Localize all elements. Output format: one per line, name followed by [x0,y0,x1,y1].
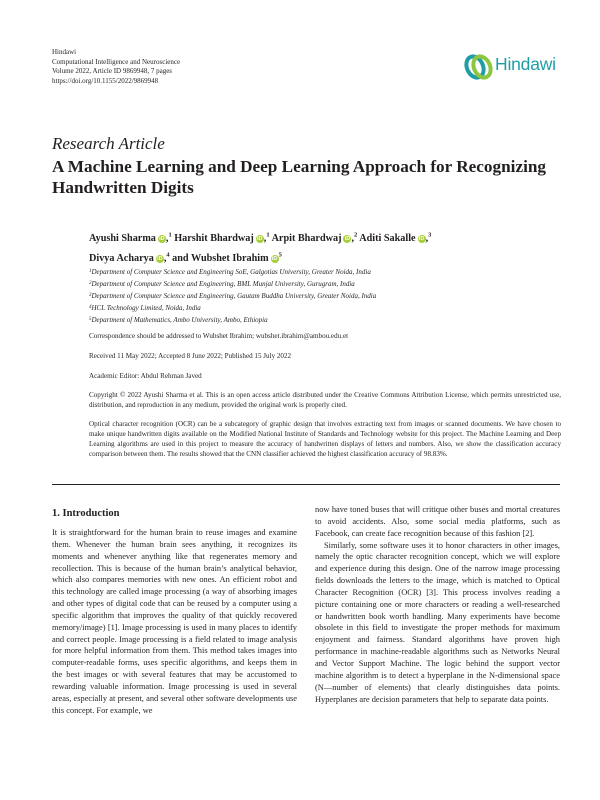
author[interactable]: Aditi Sakalle iD,$^3$ [359,232,432,245]
orcid-icon[interactable]: iD [344,236,351,243]
section-heading: 1. Introduction [52,508,120,519]
abstract: Optical character recognition (OCR) can be a subcategory of graphic design that involves extracting text from images or scanned documents. We have chosen to make unique handwritten digits available on the Modified National Institute of Standards and Technology website for this project. The Machine Learning and Deep Learning algorithms are used in this project to measure the accuracy of handwritten displays of letters and numbers. Also, we show the classification accuracy comparison between them. The results showed that the CNN classifier achieved the highest classification accuracy of 98.83%. [89,420,561,458]
hindawi-logo-icon [463,51,495,83]
doi-link[interactable]: https://doi.org/10.1155/2022/9869948 [52,76,159,85]
body-column-left [52,527,297,717]
body-column-right [315,504,560,705]
academic-editor: Academic Editor: Abdul Rehman Javed [89,372,202,380]
author[interactable]: and Wubshet Ibrahim $iD^5$ [172,251,282,265]
orcid-icon[interactable]: iD [159,236,165,243]
logo-text: Hindawi [495,54,556,74]
paragraph: It is straightforward for the human brain to reuse images and examine them. Whenever the human brain sees anything, it recognizes its moments and whenever anything like that regenerates memory and recollection. This is because of the human brain’s analytical behavior, which also compares memories with new ones. An efficient robot and this technology are called image processing (a way of absorbing images and other types of digital code that can be reused by a computer using a specific algorithm that improves the quality of that quickly recovered memory/image) [1]. Image processing is used in many places to identify and correct people. Image processing is a field related to image analysis for more helpful information from them. This method takes images into computer-readable forms, uses specific algorithms, and keeps them in the best images or with several features that may be accustomed to rewarding valuable information. Image processing is used in several areas, especially at present, and several other software developments use this concept. For example, we [52,528,297,715]
publisher-name: Hindawi [52,48,77,56]
author[interactable]: Divya Acharya iD,$^4$ [89,251,170,265]
author[interactable]: Harshit Bhardwaj iD,$^1$ [174,232,270,245]
hindawi-logo[interactable] [463,47,559,87]
affiliation: $^1$Department of Computer Science and Engineering SoE, Galgotias University, Greater Noida, India [89,268,371,276]
section-divider [52,484,560,485]
copyright-notice: Copyright © 2022 Ayushi Sharma et al. This is an open access article distributed under the Creative Commons Attribution License, which permits unrestricted use, distribution, and reproduction in any medium, provided the original work is properly cited. [89,391,561,409]
orcid-icon[interactable]: iD [271,256,278,263]
affiliation: $^5$Department of Mathematics, Ambo University, Ambo, Ethiopia [89,316,268,324]
volume-line: Volume 2022, Article ID 9869948, 7 pages [52,67,173,76]
article-title: A Machine Learning and Deep Learning Approach for Recognizing Handwritten Digits [52,157,547,197]
orcid-icon[interactable]: iD [418,236,425,243]
orcid-icon[interactable]: iD [157,256,163,263]
paragraph: now have toned buses that will critique other buses and mortal creatures to avoid accidents. Also, some social media platforms, such as Facebook, can create face recognition because of this fashion [2]. [315,505,560,538]
author-list [89,228,559,268]
author[interactable]: Arpit Bhardwaj iD,$^2$ [271,232,358,245]
affiliation: $^3$Department of Computer Science and Engineering, Gautam Buddha University, Greater Noida, India [89,292,377,300]
correspondence-note: Correspondence should be addressed to Wubshet Ibrahim; wubshet.ibrahim@ambou.edu.et [89,332,349,340]
paragraph: Similarly, some software uses it to honor characters in other images, namely the optic character recognition concept, which we will explore and experience during this design. One of the narrow image processing fields downloads the letters to the image, which is matched to Optical Character Recognition (OCR) [3]. This process involves reading a picture containing one or more characters or reading a well-researched or handwritten book worth handling. Many experiments have become obsolete in this field to investigate the proper methods for maximum enjoyment and fairness. Standard algorithms have proven high performance in machine-readable algorithms such as Networks Neural and Vector Support Machine. The logic behind the support vector machine algorithm is to detect a hyperplane in the N-dimensional space (N—number of elements) that clearly distinguishes data points. Hyperplanes are decision parameters that help to separate data points. [315,540,560,704]
affiliation-list [89,266,559,326]
orcid-icon[interactable]: iD [257,236,263,243]
journal-name: Computational Intelligence and Neuroscience [52,57,181,66]
affiliation: $^2$Department of Computer Science and Engineering, BML Munjal University, Gurugram, India [89,280,355,288]
author[interactable]: Ayushi Sharma iD,$^1$ [89,232,172,245]
article-type: Research Article [52,134,165,153]
affiliation: $^4$HCL Technology Limited, Noida, India [89,304,201,312]
journal-meta [52,48,180,86]
publication-dates: Received 11 May 2022; Accepted 8 June 2022; Published 15 July 2022 [89,352,292,360]
